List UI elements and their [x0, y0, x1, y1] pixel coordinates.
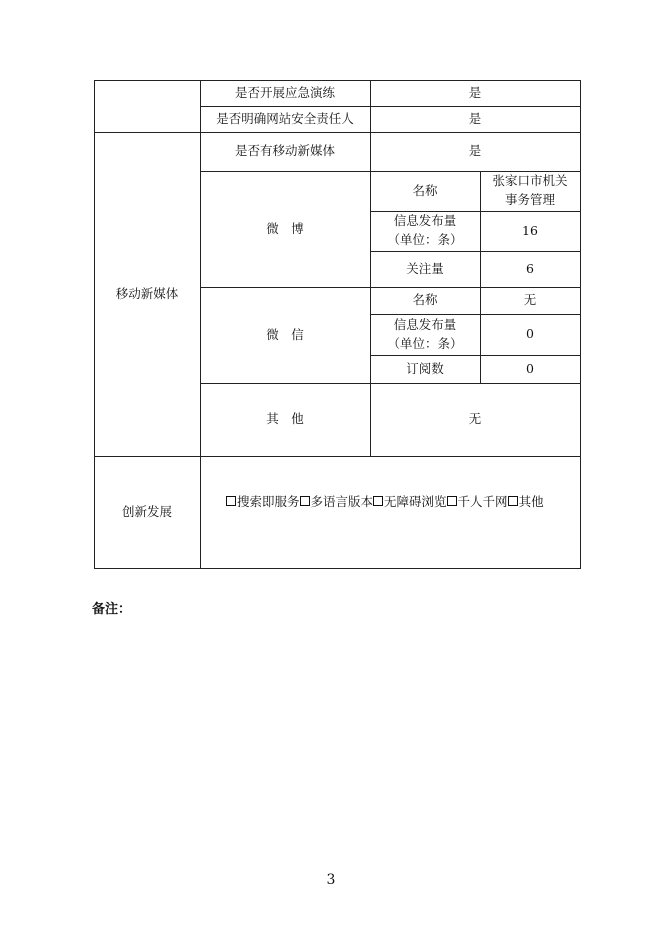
weibo-label: 微 博 — [266, 220, 304, 236]
option-accessible-browsing[interactable] — [373, 492, 447, 510]
option-label: 千人千网 — [457, 494, 508, 509]
weibo-follow-value: 6 — [526, 260, 534, 276]
other-media-value: 无 — [468, 411, 482, 427]
option-label: 无障碍浏览 — [384, 494, 447, 509]
weibo-name-label: 名称 — [412, 182, 438, 198]
other-media-label: 其 他 — [266, 411, 304, 427]
innovation-section-label: 创新发展 — [121, 503, 172, 519]
wechat-posts-value: 0 — [526, 326, 534, 342]
checkbox-icon[interactable] — [226, 496, 236, 506]
wechat-subs-label: 订阅数 — [406, 360, 444, 376]
checkbox-icon[interactable] — [447, 496, 457, 506]
security-officer-label: 是否明确网站安全责任人 — [216, 110, 354, 126]
option-label: 搜索即服务 — [237, 494, 300, 509]
wechat-posts-label: 信息发布量 （单位：条） — [387, 316, 463, 351]
checkbox-icon[interactable] — [373, 496, 383, 506]
wechat-subs-value: 0 — [526, 360, 534, 376]
mobile-media-section-label: 移动新媒体 — [115, 285, 179, 301]
weibo-follow-label: 关注量 — [406, 260, 444, 276]
has-mobile-media-value: 是 — [468, 143, 482, 159]
option-search-service[interactable] — [226, 492, 300, 510]
wechat-label: 微 信 — [266, 326, 304, 342]
wechat-name-value: 无 — [523, 292, 537, 308]
weibo-name-value: 张家口市机关 事务管理 — [492, 173, 568, 207]
wechat-name-label: 名称 — [412, 292, 438, 308]
option-multilingual[interactable] — [300, 492, 374, 510]
has-mobile-media-label: 是否有移动新媒体 — [234, 143, 335, 159]
table-border — [580, 80, 581, 569]
option-label: 多语言版本 — [310, 494, 374, 509]
checkbox-icon[interactable] — [508, 496, 518, 506]
option-label: 其他 — [518, 494, 544, 509]
option-other[interactable] — [508, 492, 544, 510]
innovation-options — [226, 492, 544, 510]
emergency-drill-label: 是否开展应急演练 — [234, 84, 335, 100]
option-personalized-web[interactable] — [447, 492, 508, 510]
security-officer-value: 是 — [468, 110, 482, 126]
emergency-drill-value: 是 — [468, 84, 482, 100]
weibo-posts-value: 16 — [522, 222, 538, 238]
checkbox-icon[interactable] — [300, 496, 310, 506]
page-number: 3 — [326, 872, 336, 888]
weibo-posts-label: 信息发布量 （单位：条） — [387, 213, 463, 247]
table-border — [94, 568, 581, 569]
notes-label: 备注： — [92, 602, 132, 617]
